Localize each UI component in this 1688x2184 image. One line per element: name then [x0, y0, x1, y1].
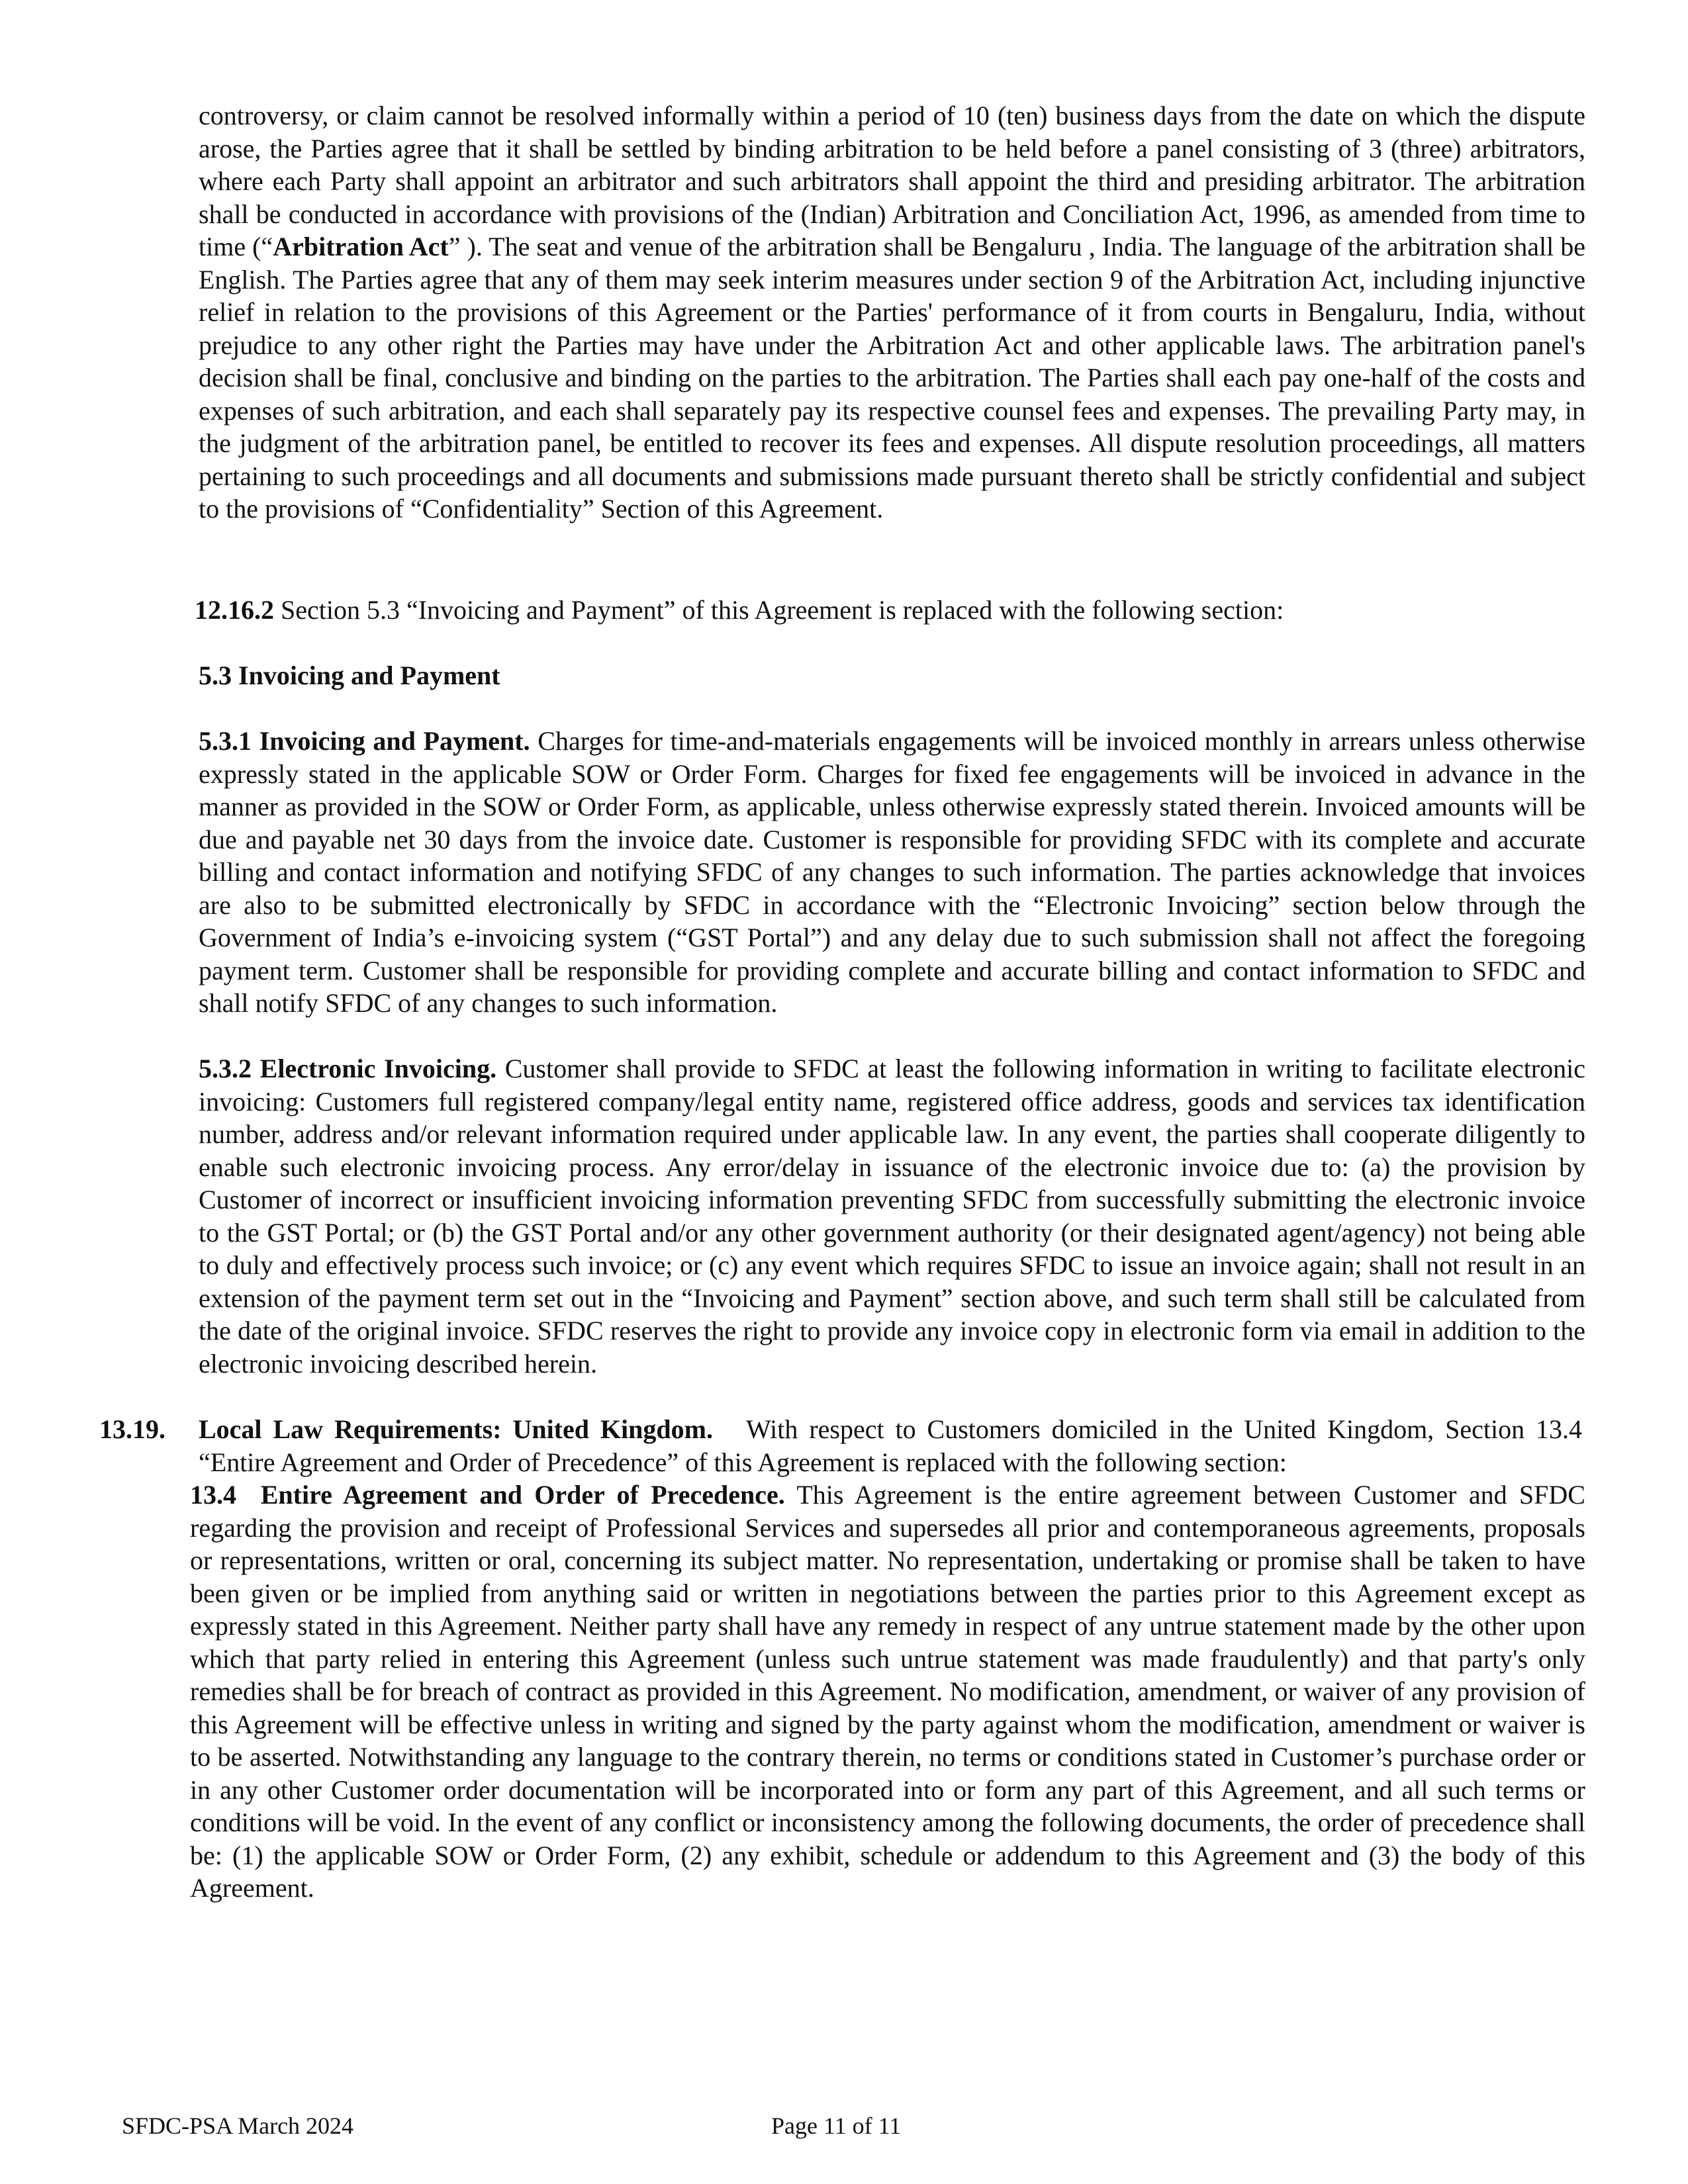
footer-page-number: Page 11 of 11 [771, 2113, 902, 2139]
section-5-3-2 [199, 1052, 1585, 1380]
section-text: This Agreement is the entire agreement between Customer and SFDC regarding the provision and receipt of Professional Services and supersedes all prior and contemporaneous agreements, proposals or representations, written or oral, concerning its subject matter. No representation, undertaking or promise shall be taken to have been given or be implied from anything said or written in negotiations between the parties prior to this Agreement except as expressly stated in this Agreement. Neither party shall have any remedy in respect of any untrue statement made by the other upon which that party relied in entering this Agreement (unless such untrue statement was made fraudulently) and that party's only remedies shall be for breach of contract as provided in this Agreement. No modification, amendment, or waiver of any provision of this Agreement will be effective unless in writing and signed by the party against whom the modification, amendment or waiver is to be asserted. Notwithstanding any language to the contrary therein, no terms or conditions stated in Customer’s purchase order or in any other Customer order documentation will be incorporated into or form any part of this Agreement, and all such terms or conditions will be void. In the event of any conflict or inconsistency among the following documents, the order of precedence shall be: (1) the applicable SOW or Order Form, (2) any exhibit, schedule or addendum to this Agreement and (3) the body of this Agreement. [190, 1480, 1585, 1903]
section-13-4 [190, 1479, 1585, 1905]
footer-document-id: SFDC-PSA March 2024 [122, 2113, 354, 2139]
section-heading: Local Law Requirements: United Kingdom. [199, 1414, 713, 1444]
section-heading: 5.3.2 Electronic Invoicing. [199, 1054, 497, 1083]
arbitration-paragraph [199, 99, 1585, 525]
section-text: Customer shall provide to SFDC at least the following information in writing to facilitate electronic invoicing: Customers full registered company/legal entity name, registered office address, goods and services tax identification number, address and/or relevant information required under applicable law. In any event, the parties shall cooperate diligently to enable such electronic invoicing process. Any error/delay in issuance of the electronic invoice due to: (a) the provision by Customer of incorrect or insufficient invoicing information preventing SFDC from successfully submitting the electronic invoice to the GST Portal; or (b) the GST Portal and/or any other government authority (or their designated agent/agency) not being able to duly and effectively process such invoice; or (c) any event which requires SFDC to issue an invoice again; shall not result in an extension of the payment term set out in the “Invoicing and Payment” section above, and such term shall still be calculated from the date of the original invoice. SFDC reserves the right to provide any invoice copy in electronic form via email in addition to the electronic invoicing described herein. [199, 1054, 1585, 1379]
section-text: With respect to Customers domiciled in the United Kingdom, Section 13.4 “Entire Agreement and Order of Precedence” of this Agreement is replaced with the following section: [199, 1414, 1589, 1477]
arbitration-text-end: ” ). The seat and venue of the arbitration shall be Bengaluru , India. The language of the arbitration shall be English. The Parties agree that any of them may seek interim measures under section 9 of the Arbitration Act, including injunctive relief in relation to the provisions of this Agreement or the Parties' performance of it from courts in Bengaluru, India, without prejudice to any other right the Parties may have under the Arbitration Act and other applicable laws. The arbitration panel's decision shall be final, conclusive and binding on the parties to the arbitration. The Parties shall each pay one-half of the costs and expenses of such arbitration, and each shall separately pay its respective counsel fees and expenses. The prevailing Party may, in the judgment of the arbitration panel, be entitled to recover its fees and expenses. All dispute resolution proceedings, all matters pertaining to such proceedings and all documents and submissions made pursuant thereto shall be strictly confidential and subject to the provisions of “Confidentiality” Section of this Agreement. [199, 232, 1585, 523]
section-text: Section 5.3 “Invoicing and Payment” of this Agreement is replaced with the following section: [274, 595, 1284, 625]
section-13-19-number: 13.19. [99, 1414, 165, 1444]
arbitration-act-term: Arbitration Act [273, 232, 449, 261]
section-5-3-heading: 5.3 Invoicing and Payment [199, 660, 500, 690]
section-5-3-1 [199, 725, 1585, 1020]
section-13-19 [199, 1413, 1589, 1479]
section-text: Charges for time-and-materials engagements will be invoiced monthly in arrears unless otherwise expressly stated in the applicable SOW or Order Form. Charges for fixed fee engagements will be invoiced in advance in the manner as provided in the SOW or Order Form, as applicable, unless otherwise expressly stated therein. Invoiced amounts will be due and payable net 30 days from the invoice date. Customer is responsible for providing SFDC with its complete and accurate billing and contact information and notifying SFDC of any changes to such information. The parties acknowledge that invoices are also to be submitted electronically by SFDC in accordance with the “Electronic Invoicing” section below through the Government of India’s e-invoicing system (“GST Portal”) and any delay due to such submission shall not affect the foregoing payment term. Customer shall be responsible for providing complete and accurate billing and contact information to SFDC and shall notify SFDC of any changes to such information. [199, 726, 1586, 1018]
section-heading: 13.4 Entire Agreement and Order of Precedence. [190, 1480, 785, 1510]
section-number: 12.16.2 [195, 595, 274, 625]
section-12-16-2 [195, 594, 1585, 627]
arbitration-text-start: controversy, or claim cannot be resolved informally within a period of 10 (ten) business days from the date on which the dispute arose, the Parties agree that it shall be settled by binding arbitration to be held before a panel consisting of 3 (three) arbitrators, where each Party shall appoint an arbitrator and such arbitrators shall appoint the third and presiding arbitrator. The arbitration shall be conducted in accordance with provisions of the (Indian) Arbitration and Conciliation Act, 1996, as amended from time to time (“ [199, 101, 1585, 261]
section-heading: 5.3.1 Invoicing and Payment. [199, 726, 530, 756]
